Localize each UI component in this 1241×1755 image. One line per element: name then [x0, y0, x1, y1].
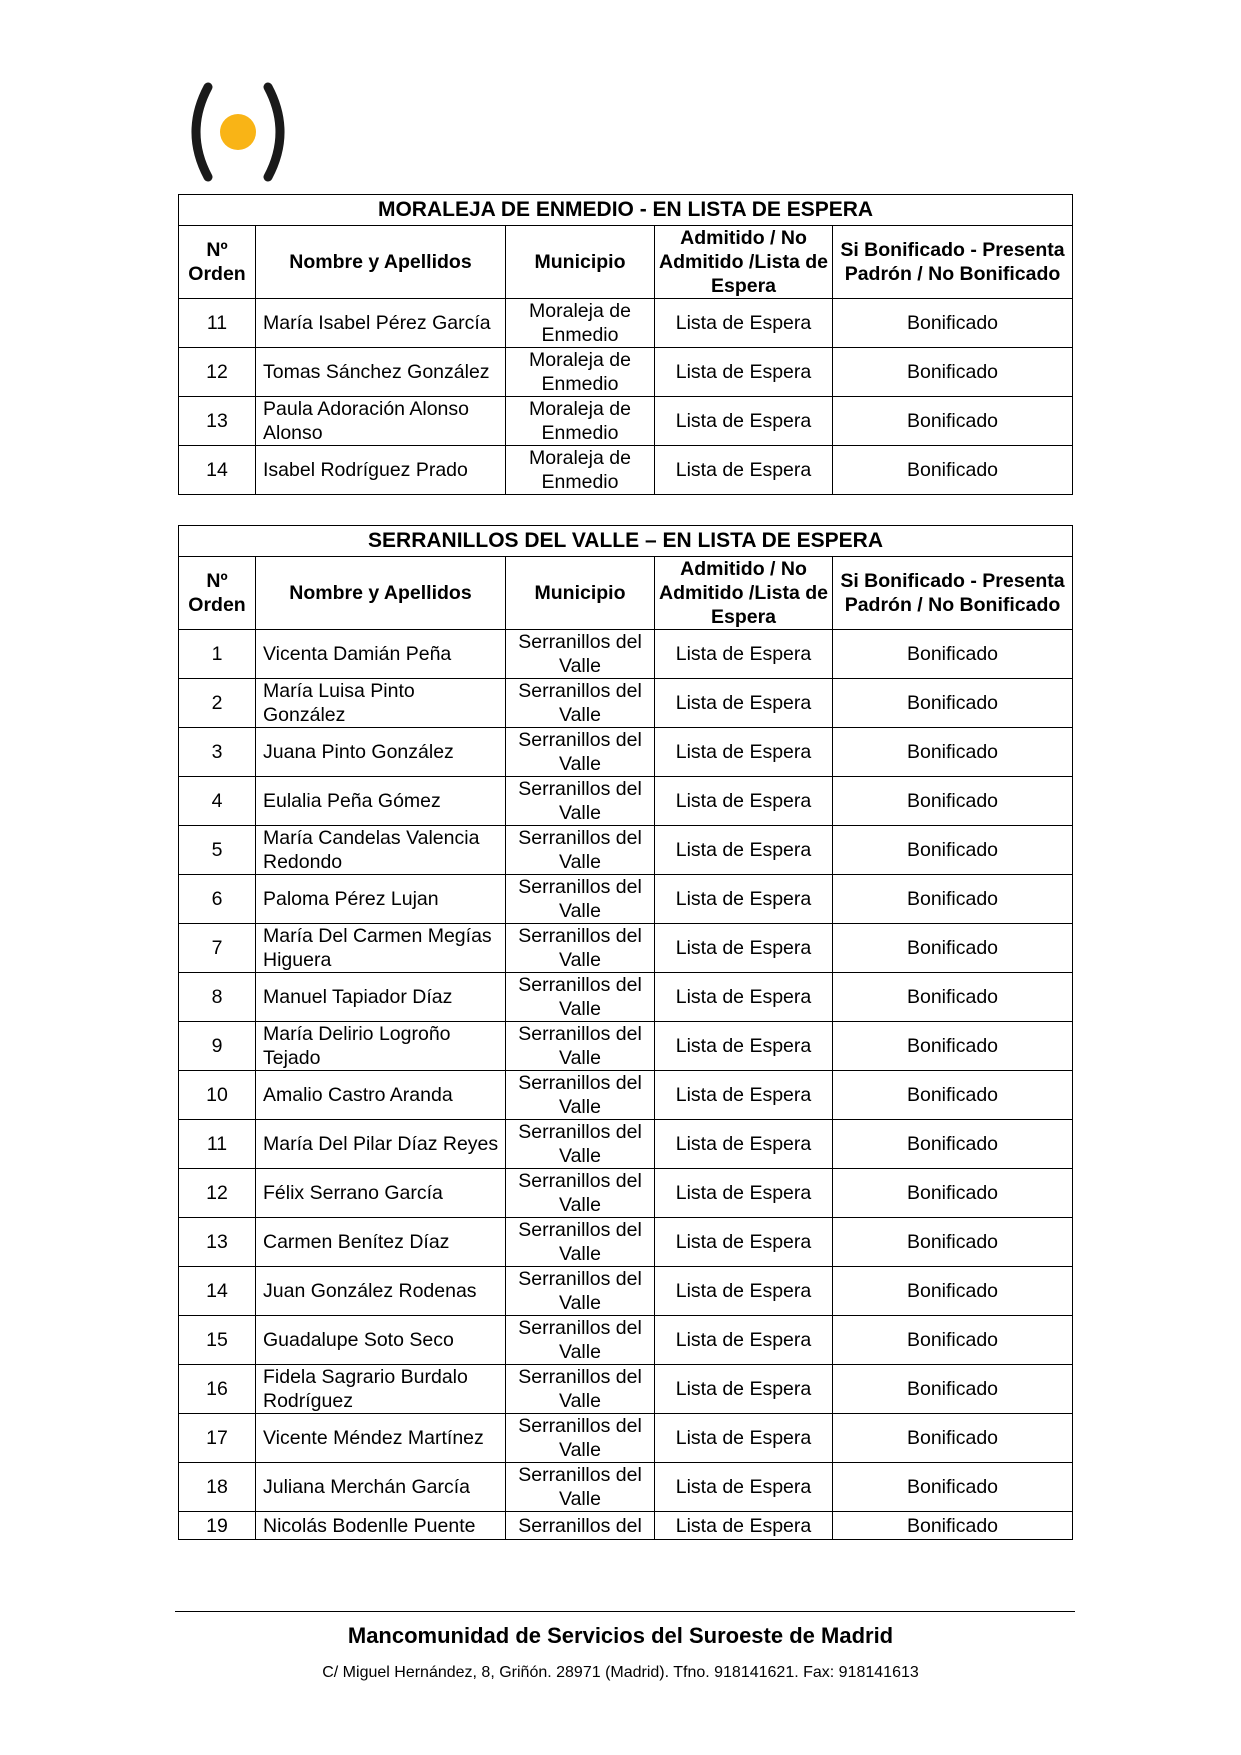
cell-orden: 8	[179, 973, 256, 1022]
cell-nombre: Isabel Rodríguez Prado	[256, 446, 506, 495]
cell-municipio: Moraleja de Enmedio	[506, 397, 655, 446]
cell-bonificado: Bonificado	[833, 1365, 1073, 1414]
table-row	[179, 397, 1073, 446]
cell-municipio: Serranillos del Valle	[506, 1316, 655, 1365]
cell-municipio: Serranillos del Valle	[506, 1365, 655, 1414]
table-row	[179, 1463, 1073, 1512]
cell-nombre: Tomas Sánchez González	[256, 348, 506, 397]
table-row	[179, 679, 1073, 728]
cell-bonificado: Bonificado	[833, 1169, 1073, 1218]
cell-municipio: Serranillos del Valle	[506, 1022, 655, 1071]
cell-nombre: Paloma Pérez Lujan	[256, 875, 506, 924]
cell-municipio: Serranillos del Valle	[506, 679, 655, 728]
cell-bonificado: Bonificado	[833, 630, 1073, 679]
cell-municipio: Serranillos del Valle	[506, 777, 655, 826]
cell-municipio: Serranillos del Valle	[506, 924, 655, 973]
cell-nombre: Fidela Sagrario Burdalo Rodríguez	[256, 1365, 506, 1414]
cell-estado: Lista de Espera	[655, 1071, 833, 1120]
cell-bonificado: Bonificado	[833, 1316, 1073, 1365]
cell-estado: Lista de Espera	[655, 1218, 833, 1267]
cell-municipio: Serranillos del	[506, 1512, 655, 1540]
table-row	[179, 1022, 1073, 1071]
cell-estado: Lista de Espera	[655, 1365, 833, 1414]
table-row	[179, 1316, 1073, 1365]
cell-municipio: Serranillos del Valle	[506, 1267, 655, 1316]
column-header-admitido: Admitido / No Admitido /Lista de Espera	[655, 557, 833, 630]
table-row	[179, 1365, 1073, 1414]
cell-bonificado: Bonificado	[833, 1218, 1073, 1267]
cell-municipio: Moraleja de Enmedio	[506, 446, 655, 495]
column-header-nombre: Nombre y Apellidos	[256, 557, 506, 630]
table-row	[179, 1267, 1073, 1316]
cell-nombre: María Candelas Valencia Redondo	[256, 826, 506, 875]
cell-bonificado: Bonificado	[833, 1120, 1073, 1169]
column-header-nombre: Nombre y Apellidos	[256, 226, 506, 299]
cell-nombre: Paula Adoración Alonso Alonso	[256, 397, 506, 446]
cell-municipio: Serranillos del Valle	[506, 728, 655, 777]
cell-bonificado: Bonificado	[833, 1414, 1073, 1463]
column-header-orden: Nº Orden	[179, 226, 256, 299]
cell-estado: Lista de Espera	[655, 1512, 833, 1540]
footer-organization: Mancomunidad de Servicios del Suroeste de Madrid	[347, 1623, 894, 1648]
cell-nombre: Nicolás Bodenlle Puente	[256, 1512, 506, 1540]
cell-municipio: Serranillos del Valle	[506, 1218, 655, 1267]
cell-bonificado: Bonificado	[833, 1071, 1073, 1120]
cell-estado: Lista de Espera	[655, 1414, 833, 1463]
cell-estado: Lista de Espera	[655, 924, 833, 973]
cell-municipio: Serranillos del Valle	[506, 630, 655, 679]
cell-estado: Lista de Espera	[655, 397, 833, 446]
cell-bonificado: Bonificado	[833, 728, 1073, 777]
serranillos-table	[178, 525, 1073, 1540]
table-row	[179, 446, 1073, 495]
table-row	[179, 826, 1073, 875]
column-header-municipio: Municipio	[506, 557, 655, 630]
cell-orden: 17	[179, 1414, 256, 1463]
cell-nombre: Eulalia Peña Gómez	[256, 777, 506, 826]
cell-municipio: Serranillos del Valle	[506, 973, 655, 1022]
cell-orden: 19	[179, 1512, 256, 1540]
cell-orden: 2	[179, 679, 256, 728]
table-row	[179, 299, 1073, 348]
cell-orden: 6	[179, 875, 256, 924]
table-row	[179, 728, 1073, 777]
cell-estado: Lista de Espera	[655, 826, 833, 875]
table-row	[179, 1414, 1073, 1463]
table-row	[179, 1071, 1073, 1120]
table-row	[179, 1218, 1073, 1267]
cell-orden: 1	[179, 630, 256, 679]
cell-estado: Lista de Espera	[655, 679, 833, 728]
cell-bonificado: Bonificado	[833, 348, 1073, 397]
cell-orden: 3	[179, 728, 256, 777]
mancomunidad-logo-icon	[188, 82, 288, 182]
cell-municipio: Serranillos del Valle	[506, 826, 655, 875]
table-row	[179, 777, 1073, 826]
cell-nombre: María Delirio Logroño Tejado	[256, 1022, 506, 1071]
cell-nombre: Guadalupe Soto Seco	[256, 1316, 506, 1365]
column-header-bonificado: Si Bonificado - Presenta Padrón / No Bonificado	[833, 226, 1073, 299]
cell-nombre: Vicente Méndez Martínez	[256, 1414, 506, 1463]
cell-orden: 12	[179, 1169, 256, 1218]
footer-divider	[175, 1611, 1075, 1612]
cell-nombre: Juan González Rodenas	[256, 1267, 506, 1316]
table-title: SERRANILLOS DEL VALLE – EN LISTA DE ESPERA	[179, 526, 1073, 557]
column-header-bonificado: Si Bonificado - Presenta Padrón / No Bonificado	[833, 557, 1073, 630]
column-header-orden: Nº Orden	[179, 557, 256, 630]
table-row	[179, 973, 1073, 1022]
cell-nombre: María Luisa Pinto González	[256, 679, 506, 728]
table-row	[179, 630, 1073, 679]
cell-nombre: Carmen Benítez Díaz	[256, 1218, 506, 1267]
cell-nombre: María Isabel Pérez García	[256, 299, 506, 348]
cell-bonificado: Bonificado	[833, 1512, 1073, 1540]
cell-bonificado: Bonificado	[833, 299, 1073, 348]
cell-nombre: Amalio Castro Aranda	[256, 1071, 506, 1120]
footer-address: C/ Miguel Hernández, 8, Griñón. 28971 (Madrid). Tfno. 918141621. Fax: 918141613	[322, 1664, 919, 1681]
table-row	[179, 875, 1073, 924]
cell-bonificado: Bonificado	[833, 875, 1073, 924]
cell-estado: Lista de Espera	[655, 1316, 833, 1365]
cell-estado: Lista de Espera	[655, 1463, 833, 1512]
cell-estado: Lista de Espera	[655, 1169, 833, 1218]
cell-estado: Lista de Espera	[655, 1267, 833, 1316]
cell-bonificado: Bonificado	[833, 826, 1073, 875]
cell-nombre: María Del Pilar Díaz Reyes	[256, 1120, 506, 1169]
table-row	[179, 348, 1073, 397]
cell-municipio: Serranillos del Valle	[506, 1414, 655, 1463]
cell-nombre: Félix Serrano García	[256, 1169, 506, 1218]
cell-estado: Lista de Espera	[655, 777, 833, 826]
cell-orden: 13	[179, 397, 256, 446]
cell-estado: Lista de Espera	[655, 348, 833, 397]
cell-estado: Lista de Espera	[655, 299, 833, 348]
cell-bonificado: Bonificado	[833, 1463, 1073, 1512]
cell-orden: 18	[179, 1463, 256, 1512]
cell-estado: Lista de Espera	[655, 875, 833, 924]
table-row	[179, 1120, 1073, 1169]
cell-orden: 16	[179, 1365, 256, 1414]
cell-estado: Lista de Espera	[655, 728, 833, 777]
cell-municipio: Moraleja de Enmedio	[506, 299, 655, 348]
cell-orden: 12	[179, 348, 256, 397]
cell-orden: 9	[179, 1022, 256, 1071]
cell-bonificado: Bonificado	[833, 679, 1073, 728]
column-header-municipio: Municipio	[506, 226, 655, 299]
cell-estado: Lista de Espera	[655, 630, 833, 679]
cell-orden: 15	[179, 1316, 256, 1365]
cell-nombre: Juana Pinto González	[256, 728, 506, 777]
cell-nombre: Juliana Merchán García	[256, 1463, 506, 1512]
cell-municipio: Serranillos del Valle	[506, 875, 655, 924]
cell-bonificado: Bonificado	[833, 397, 1073, 446]
cell-bonificado: Bonificado	[833, 1022, 1073, 1071]
cell-orden: 7	[179, 924, 256, 973]
cell-municipio: Serranillos del Valle	[506, 1071, 655, 1120]
cell-nombre: Manuel Tapiador Díaz	[256, 973, 506, 1022]
cell-estado: Lista de Espera	[655, 973, 833, 1022]
cell-orden: 13	[179, 1218, 256, 1267]
table-row	[179, 924, 1073, 973]
cell-nombre: María Del Carmen Megías Higuera	[256, 924, 506, 973]
cell-orden: 14	[179, 446, 256, 495]
cell-estado: Lista de Espera	[655, 1120, 833, 1169]
table-row	[179, 1169, 1073, 1218]
cell-municipio: Serranillos del Valle	[506, 1120, 655, 1169]
moraleja-table	[178, 194, 1073, 495]
cell-orden: 14	[179, 1267, 256, 1316]
cell-bonificado: Bonificado	[833, 973, 1073, 1022]
cell-orden: 5	[179, 826, 256, 875]
cell-bonificado: Bonificado	[833, 1267, 1073, 1316]
cell-bonificado: Bonificado	[833, 924, 1073, 973]
cell-estado: Lista de Espera	[655, 1022, 833, 1071]
cell-orden: 11	[179, 1120, 256, 1169]
cell-estado: Lista de Espera	[655, 446, 833, 495]
cell-bonificado: Bonificado	[833, 777, 1073, 826]
cell-municipio: Moraleja de Enmedio	[506, 348, 655, 397]
cell-municipio: Serranillos del Valle	[506, 1169, 655, 1218]
table-title: MORALEJA DE ENMEDIO - EN LISTA DE ESPERA	[179, 195, 1073, 226]
table-row	[179, 1512, 1073, 1540]
column-header-admitido: Admitido / No Admitido /Lista de Espera	[655, 226, 833, 299]
cell-nombre: Vicenta Damián Peña	[256, 630, 506, 679]
cell-orden: 4	[179, 777, 256, 826]
cell-orden: 11	[179, 299, 256, 348]
cell-orden: 10	[179, 1071, 256, 1120]
cell-municipio: Serranillos del Valle	[506, 1463, 655, 1512]
cell-bonificado: Bonificado	[833, 446, 1073, 495]
